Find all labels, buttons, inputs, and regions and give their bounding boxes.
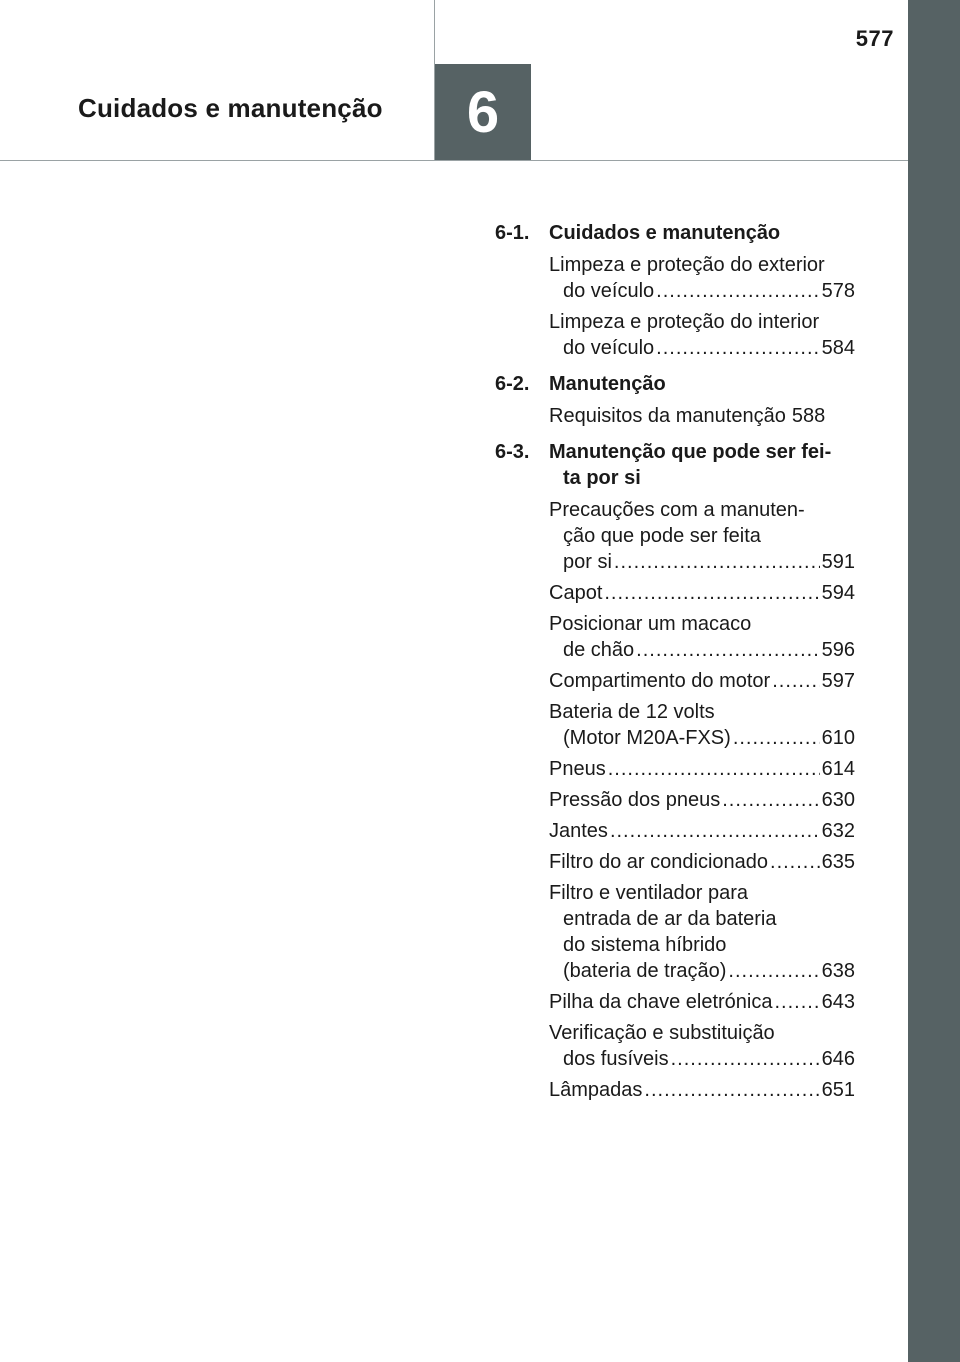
chapter-number: 6 (466, 79, 500, 145)
toc-section-6-1 (495, 220, 855, 361)
entry-title: Pilha da chave eletrónica (549, 991, 773, 1013)
entry-page-number[interactable]: 594 (821, 582, 855, 604)
dot-leader (722, 787, 819, 813)
page-number: 577 (855, 26, 894, 51)
entry-line: ção que pode ser feita (563, 525, 761, 547)
toc-entry[interactable] (549, 403, 855, 429)
toc-entry[interactable] (549, 989, 855, 1015)
section-title-line: ta por si (563, 467, 641, 489)
entry-title: Requisitos da manutenção (549, 405, 786, 427)
toc-section-6-3 (495, 439, 855, 1103)
entry-title: Jantes (549, 820, 608, 842)
dot-leader (608, 756, 820, 782)
entry-title: de chão (563, 639, 635, 661)
dot-leader (636, 637, 819, 663)
entry-line: Limpeza e proteção do interior (549, 311, 820, 333)
entry-page-number[interactable]: 591 (821, 551, 855, 573)
entry-title: Lâmpadas (549, 1079, 643, 1101)
chapter-title: Cuidados e manutenção (78, 93, 383, 123)
section-title-line: Manutenção que pode ser fei- (549, 441, 832, 463)
toc-entry[interactable] (549, 580, 855, 606)
dot-leader (770, 849, 820, 875)
toc-entry[interactable] (549, 1020, 855, 1072)
entry-page-number[interactable]: 578 (821, 280, 855, 302)
toc-entry[interactable] (549, 699, 855, 751)
toc-entry[interactable] (549, 611, 855, 663)
entry-title: (bateria de tração) (563, 960, 727, 982)
entry-line: Precauções com a manuten- (549, 499, 805, 521)
entry-page-number[interactable]: 610 (821, 727, 855, 749)
dot-leader (774, 989, 819, 1015)
entry-line: Posicionar um macaco (549, 613, 752, 635)
toc-entry[interactable] (549, 309, 855, 361)
entry-line: Verificação e substituição (549, 1022, 775, 1044)
entry-page-number[interactable]: 643 (821, 991, 855, 1013)
entry-line: Filtro e ventilador para (549, 882, 748, 904)
entry-page-number[interactable]: 638 (821, 960, 855, 982)
entry-line: Limpeza e proteção do exterior (549, 254, 825, 276)
toc-entry[interactable] (549, 668, 855, 694)
entry-title: dos fusíveis (563, 1048, 669, 1070)
entry-title: Capot (549, 582, 603, 604)
entry-page-number[interactable]: 635 (821, 851, 855, 873)
dot-leader (610, 818, 820, 844)
entry-page-number[interactable]: 632 (821, 820, 855, 842)
dot-leader (671, 1046, 820, 1072)
toc-entry[interactable] (549, 787, 855, 813)
toc-entry[interactable] (549, 1077, 855, 1103)
dot-leader (656, 335, 819, 361)
dot-leader (728, 958, 819, 984)
chapter-side-tab (908, 0, 960, 1362)
toc-entry[interactable] (549, 880, 855, 984)
toc-entry[interactable] (549, 252, 855, 304)
entry-title: Compartimento do motor (549, 670, 771, 692)
toc-entry[interactable] (549, 756, 855, 782)
section-number: 6-2. (495, 373, 530, 395)
entry-title: Filtro do ar condicionado (549, 851, 769, 873)
toc-section-6-2 (495, 371, 855, 429)
entry-page-number[interactable]: 614 (821, 758, 855, 780)
entry-page-number[interactable]: 651 (821, 1079, 855, 1101)
entry-title: do veículo (563, 280, 655, 302)
entry-title: (Motor M20A-FXS) (563, 727, 731, 749)
entry-line: Bateria de 12 volts (549, 701, 715, 723)
section-number: 6-1. (495, 222, 530, 244)
header-divider (0, 160, 908, 161)
entry-title: Pneus (549, 758, 606, 780)
entry-title: do veículo (563, 337, 655, 359)
entry-page-number[interactable]: 588 (791, 405, 826, 427)
dot-leader (656, 278, 819, 304)
entry-page-number[interactable]: 630 (821, 789, 855, 811)
section-number: 6-3. (495, 441, 530, 463)
dot-leader (604, 580, 819, 606)
entry-page-number[interactable]: 646 (821, 1048, 855, 1070)
entry-line: entrada de ar da bateria (563, 908, 777, 930)
entry-title: Pressão dos pneus (549, 789, 721, 811)
dot-leader (614, 549, 820, 575)
table-of-contents (495, 220, 855, 1113)
toc-entry[interactable] (549, 497, 855, 575)
entry-line: do sistema híbrido (563, 934, 727, 956)
entry-page-number[interactable]: 597 (821, 670, 855, 692)
toc-entry[interactable] (549, 849, 855, 875)
entry-page-number[interactable]: 596 (821, 639, 855, 661)
section-title: Manutenção (549, 373, 666, 395)
section-title: Cuidados e manutenção (549, 222, 781, 244)
entry-title: por si (563, 551, 612, 573)
toc-entry[interactable] (549, 818, 855, 844)
entry-page-number[interactable]: 584 (821, 337, 855, 359)
chapter-number-badge (435, 64, 531, 160)
dot-leader (772, 668, 819, 694)
dot-leader (733, 725, 820, 751)
dot-leader (644, 1077, 819, 1103)
